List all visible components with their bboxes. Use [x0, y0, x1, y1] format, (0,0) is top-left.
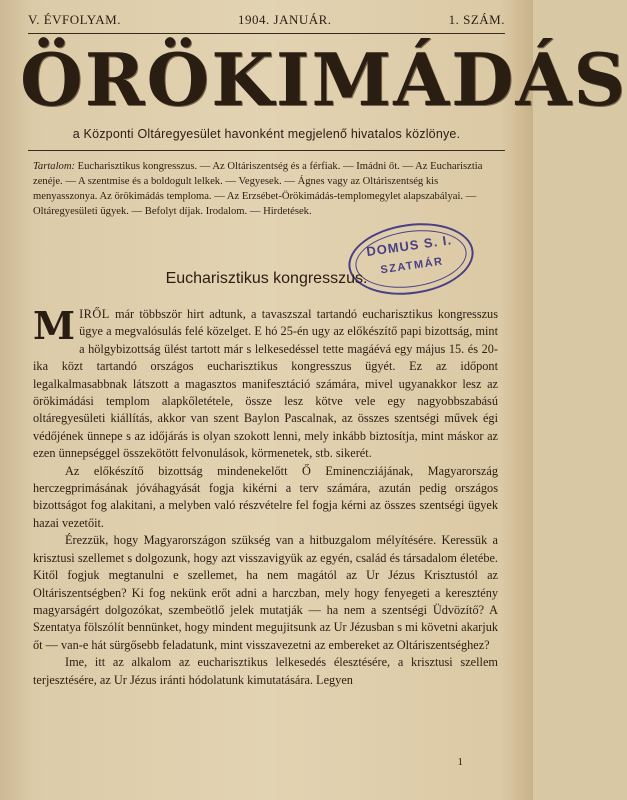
contents-label: Tartalom: [33, 161, 75, 172]
article-title: Eucharisztikus kongresszus. [165, 270, 368, 287]
contents-text: Eucharisztikus kongresszus. — Az Oltáriszentség és a férfiak. — Imádni őt. — Az Eucharisztia zenéje. — A szentmise és a boldogult lelkek. — Vegyesek. — Ágnes vagy az Oltáriszentség kis menyasszonya. Az örökimádás temploma. — Az Erzsébet-Örökimádás-templomegylet alapszabályai. — Oltáregyesületi ügyek. — Befolyt díjak. Irodalom. — Hirdetések. [33, 161, 483, 217]
lead-caps: IRŐL [79, 307, 110, 321]
paragraph-text: már többször hirt adtunk, a tavaszszal tartandó eucharisztikus kongresszus ügye a megvalósulás felé közelget. E hó 25-én ugy az előkészítő papi bizottság, mint a hölgybizottság ülést tartott már s lelkesedéssel tette magáévá egy május 15. és 20-ika közt tartandó országos eucharisztikus kongresszus ügyét. Ez az időpont legalkalmasabbnak látszott a magasztos manifesztáció számára, mivel ugyanakkor lesz az örökimádási templom alapkőletétele, össze lesz kötve vele egy nagyobbszabású oltáregyesületi kiállítás, akkor van szent Baylon Pascalnak, az összes szentségi művek égi védőjének ünnepe s az időjárás is olyan szokott lenni, mely inkább biztosítja, mint máskor az ezen ünnepséggel összekötött felvonulások, körmenetek, stb. sikerét. [33, 307, 498, 461]
masthead-title: ÖRÖKIMÁDÁS [20, 37, 627, 122]
table-of-contents [33, 159, 498, 219]
issue-number: 1. SZÁM. [448, 12, 505, 27]
subtitle-rule [28, 150, 505, 151]
page-number: 1 [457, 756, 463, 768]
article-paragraph: Az előkészítő bizottság mindenekelőtt Ő Eminencziájának, Magyarország herczegprimásának jóváhagyását fogja kikérni a terv számára, azután pedig országos bizottságot fog alakitani, a melyben való részvételre fel fogja kérni az összes szentségi ügyek hazai vezetőit. [33, 463, 498, 530]
stamp-line-1: DOMUS S. I. [365, 232, 453, 260]
library-stamp [344, 216, 479, 303]
article-body [33, 303, 498, 689]
issue-date: 1904. JANUÁR. [238, 12, 332, 27]
top-rule [28, 33, 505, 34]
volume-label: V. ÉVFOLYAM. [28, 12, 121, 27]
masthead-subtitle: a Központi Oltáregyesület havonként megjelenő hivatalos közlönye. [72, 127, 461, 141]
article-paragraph: Érezzük, hogy Magyarországon szükség van a hitbuzgalom mélyítésére. Keressük a krisztusi szellemet s dolgozunk, hogy azt visszavigyük az egyén, család és társadalom életébe. Kitől fogjuk megtanulni e szellemet, ha nem magától az Ur Jézus Krisztustól az Oltáriszentségben? Ki fog nekünk erőt adni a harczban, mely hogy fenyegeti a keresztény magyarságért dolgozókat, szembeötlő jelek mutatják — ha nem a szentségi Üdvözítő? A Szentatya fölszólít bennünket, hogy mindent megujitsunk az Ur Jézusban s mi követni akarjuk őt — van-e hát sürgősebb feladatunk, mint visszavezetni az embereket az Oltáriszentséghez? [33, 533, 498, 652]
stamp-line-2: SZATMÁR [379, 255, 445, 277]
article-paragraph [33, 303, 498, 463]
drop-cap: M [33, 303, 76, 348]
article-paragraph: Ime, itt az alkalom az eucharisztikus lelkesedés élesztésére, a krisztusi szellem terjesztésére, az Ur Jézus iránti hódolatunk kimutatására. Legyen [33, 655, 498, 687]
masthead-meta [28, 12, 505, 28]
